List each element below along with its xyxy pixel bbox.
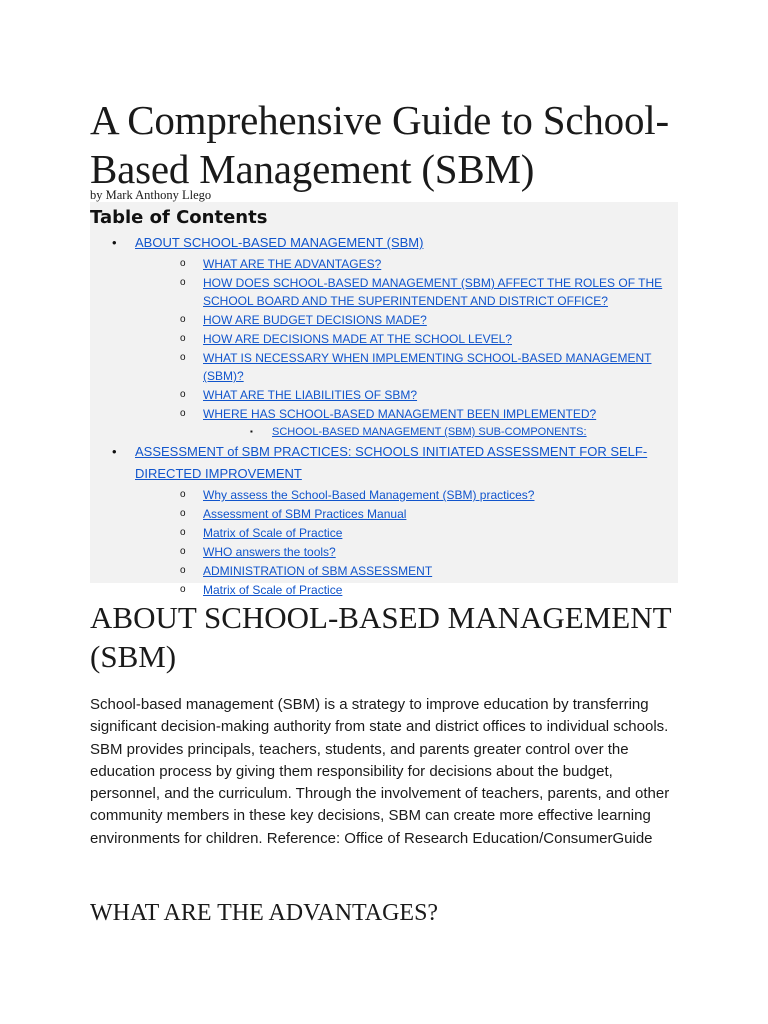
toc-item <box>90 424 678 440</box>
toc-link[interactable]: WHAT IS NECESSARY WHEN IMPLEMENTING SCHOOL-BASED MANAGEMENT (SBM)? <box>203 351 652 383</box>
bullet-circle-icon: o <box>180 565 186 576</box>
table-of-contents <box>90 202 678 597</box>
toc-heading: Table of Contents <box>90 207 268 228</box>
bullet-circle-icon: o <box>180 489 186 500</box>
section-heading: ABOUT SCHOOL-BASED MANAGEMENT (SBM) <box>90 600 671 674</box>
toc-link[interactable]: HOW DOES SCHOOL-BASED MANAGEMENT (SBM) AFFECT THE ROLES OF THE SCHOOL BOARD AND THE SUPERINTENDENT AND DISTRICT OFFICE? <box>203 276 663 308</box>
bullet-circle-icon: o <box>180 508 186 519</box>
toc-link[interactable]: HOW ARE DECISIONS MADE AT THE SCHOOL LEVEL? <box>203 332 512 346</box>
bullet-circle-icon: o <box>180 389 186 400</box>
subsection-heading: WHAT ARE THE ADVANTAGES? <box>90 900 439 926</box>
toc-link[interactable]: Assessment of SBM Practices Manual <box>203 507 407 521</box>
toc-item <box>90 330 678 348</box>
toc-item <box>90 543 678 561</box>
bullet-circle-icon: o <box>180 546 186 557</box>
toc-item <box>90 349 678 385</box>
toc-item <box>90 386 678 404</box>
toc-link[interactable]: ASSESSMENT of SBM PRACTICES: SCHOOLS INITIATED ASSESSMENT FOR SELF-DIRECTED IMPROVEMENT <box>135 444 648 481</box>
bullet-square-icon: ▪ <box>250 427 253 436</box>
bullet-circle-icon: o <box>180 314 186 325</box>
toc-item <box>90 255 678 273</box>
bullet-disc-icon: • <box>112 235 117 250</box>
toc-link[interactable]: HOW ARE BUDGET DECISIONS MADE? <box>203 313 427 327</box>
toc-link[interactable]: Matrix of Scale of Practice <box>203 526 343 540</box>
toc-item <box>90 232 678 254</box>
toc-item <box>90 505 678 523</box>
bullet-circle-icon: o <box>180 352 186 363</box>
toc-link[interactable]: ABOUT SCHOOL-BASED MANAGEMENT (SBM) <box>135 235 424 250</box>
document-title: A Comprehensive Guide to School-Based Management (SBM) <box>90 97 669 192</box>
author-byline: by Mark Anthony Llego <box>90 188 212 202</box>
toc-link[interactable]: WHAT ARE THE ADVANTAGES? <box>203 257 382 271</box>
toc-link[interactable]: Why assess the School-Based Management (SBM) practices? <box>203 488 535 502</box>
toc-item <box>90 405 678 423</box>
toc-item <box>90 311 678 329</box>
toc-list <box>90 232 678 600</box>
toc-link[interactable]: ADMINISTRATION of SBM ASSESSMENT <box>203 564 433 578</box>
toc-link[interactable]: SCHOOL-BASED MANAGEMENT (SBM) SUB-COMPONENTS: <box>272 426 587 438</box>
bullet-disc-icon: • <box>112 444 117 459</box>
toc-link[interactable]: WHERE HAS SCHOOL-BASED MANAGEMENT BEEN IMPLEMENTED? <box>203 407 597 421</box>
bullet-circle-icon: o <box>180 408 186 419</box>
bullet-circle-icon: o <box>180 333 186 344</box>
toc-item <box>90 581 678 599</box>
toc-item <box>90 441 678 485</box>
toc-link[interactable]: Matrix of Scale of Practice <box>203 583 343 597</box>
toc-item <box>90 486 678 504</box>
toc-item <box>90 524 678 542</box>
section-paragraph: School-based management (SBM) is a strategy to improve education by transferring significant decision-making authority from state and district offices to individual schools. SBM provides principals, teachers, students, and parents greater control over the education process by giving them responsibility for decisions about the budget, personnel, and the curriculum. Through the involvement of teachers, parents, and other community members in these key decisions, SBM can create more effective learning environments for children. Reference: Office of Research Education/ConsumerGuide <box>90 696 670 847</box>
toc-item <box>90 274 678 310</box>
bullet-circle-icon: o <box>180 584 186 595</box>
toc-link[interactable]: WHAT ARE THE LIABILITIES OF SBM? <box>203 388 418 402</box>
bullet-circle-icon: o <box>180 258 186 269</box>
toc-link[interactable]: WHO answers the tools? <box>203 545 336 559</box>
bullet-circle-icon: o <box>180 527 186 538</box>
toc-item <box>90 562 678 580</box>
bullet-circle-icon: o <box>180 277 186 288</box>
